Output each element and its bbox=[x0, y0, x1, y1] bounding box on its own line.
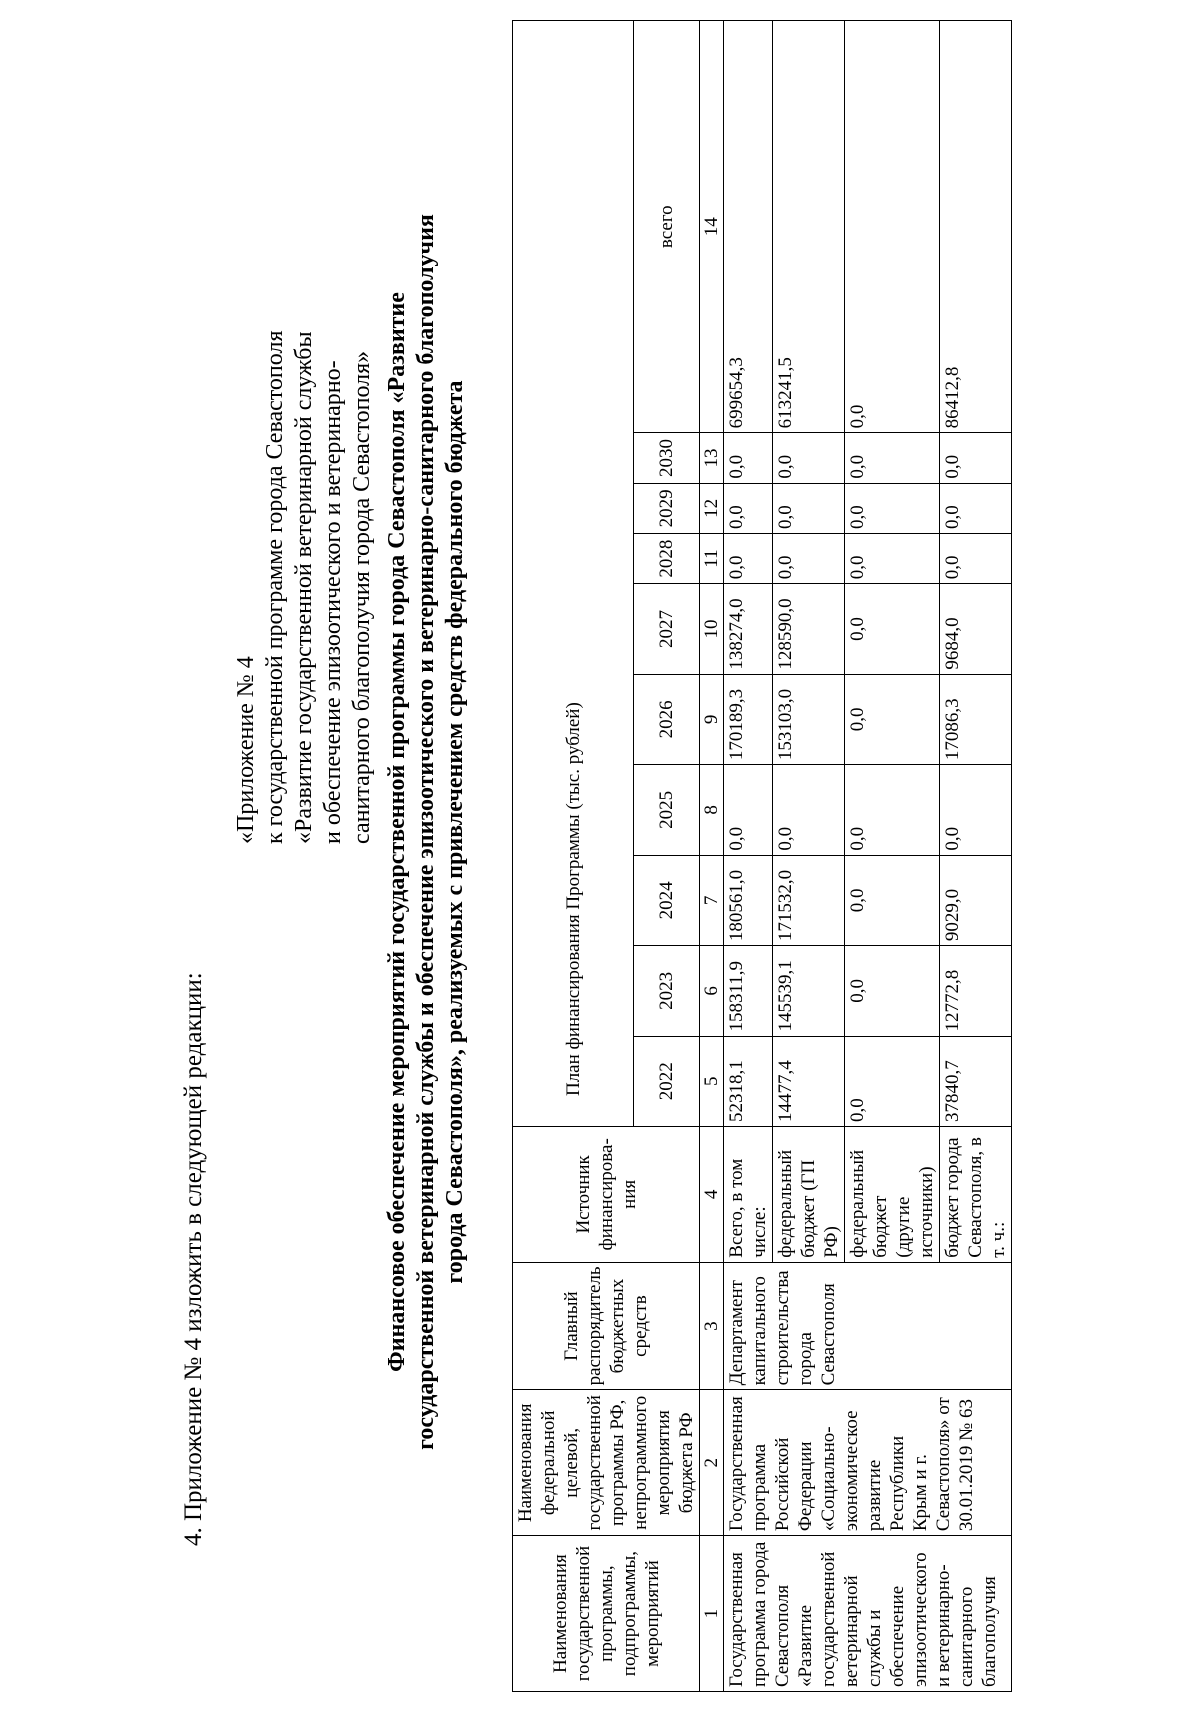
value-cell: 0,0 bbox=[940, 533, 1012, 583]
header-budget-manager: Главный распорядитель бюджетных средств bbox=[513, 1262, 700, 1390]
appendix-line: к государственной программе города Севастополя bbox=[262, 330, 288, 844]
value-cell: 0,0 bbox=[845, 1036, 940, 1126]
value-cell: 0,0 bbox=[845, 855, 940, 945]
table-row bbox=[724, 21, 773, 1692]
year-header: 2023 bbox=[634, 946, 700, 1036]
heading-line: государственной ветеринарной службы и обеспечение эпизоотического и ветеринарно-санитарного благополучия bbox=[413, 214, 439, 1450]
header-federal-program: Наименования федеральной целевой, государственной программы РФ, непрограммного мероприятия бюджета РФ bbox=[513, 1390, 700, 1536]
value-cell: 180561,0 bbox=[724, 855, 773, 945]
value-cell: 171532,0 bbox=[773, 855, 845, 945]
year-header: 2030 bbox=[634, 433, 700, 483]
column-number: 12 bbox=[700, 483, 724, 533]
source-cell: Всего, в том числе: bbox=[724, 1127, 773, 1263]
column-number: 9 bbox=[700, 674, 724, 764]
value-cell: 17086,3 bbox=[940, 674, 1012, 764]
value-cell: 158311,9 bbox=[724, 946, 773, 1036]
value-cell: 145539,1 bbox=[773, 946, 845, 1036]
value-cell: 128590,0 bbox=[773, 584, 845, 674]
year-header: 2025 bbox=[634, 765, 700, 855]
column-number: 5 bbox=[700, 1036, 724, 1126]
appendix-line: «Развитие государственной ветеринарной службы bbox=[291, 331, 317, 844]
column-number: 10 bbox=[700, 584, 724, 674]
value-cell: 0,0 bbox=[724, 483, 773, 533]
value-cell: 0,0 bbox=[845, 765, 940, 855]
column-number: 8 bbox=[700, 765, 724, 855]
heading-line: города Севастополя», реализуемых с привлечением средств федерального бюджета bbox=[442, 380, 468, 1284]
year-header: 2026 bbox=[634, 674, 700, 764]
year-header: 2027 bbox=[634, 584, 700, 674]
total-cell: 699654,3 bbox=[724, 21, 773, 433]
value-cell: 0,0 bbox=[845, 433, 940, 483]
value-cell: 12772,8 bbox=[940, 946, 1012, 1036]
year-header: 2028 bbox=[634, 533, 700, 583]
value-cell: 170189,3 bbox=[724, 674, 773, 764]
header-financing-plan: План финансирования Программы (тыс. рублей) bbox=[513, 21, 634, 1127]
year-header: 2024 bbox=[634, 855, 700, 945]
total-cell: 0,0 bbox=[845, 21, 940, 433]
column-number: 7 bbox=[700, 855, 724, 945]
appendix-line: «Приложение № 4 bbox=[233, 656, 259, 844]
value-cell: 0,0 bbox=[845, 674, 940, 764]
value-cell: 0,0 bbox=[940, 433, 1012, 483]
value-cell: 0,0 bbox=[845, 584, 940, 674]
column-number: 14 bbox=[700, 21, 724, 433]
value-cell: 0,0 bbox=[724, 433, 773, 483]
heading-line: Финансовое обеспечение мероприятий государственной программы города Севастополя «Развитие bbox=[384, 292, 410, 1372]
value-cell: 0,0 bbox=[773, 765, 845, 855]
header-program-name: Наименования государственной программы, подпрограммы, мероприятий bbox=[513, 1536, 700, 1692]
value-cell: 0,0 bbox=[773, 483, 845, 533]
appendix-reference bbox=[232, 331, 377, 844]
intro-text: 4. Приложение № 4 изложить в следующей редакции: bbox=[180, 972, 207, 1546]
total-header: всего bbox=[634, 21, 700, 433]
column-number: 13 bbox=[700, 433, 724, 483]
source-cell: федеральный бюджет (ГП РФ) bbox=[773, 1127, 845, 1263]
source-cell: бюджет города Севастополя, в т. ч.: bbox=[940, 1127, 1012, 1263]
value-cell: 14477,4 bbox=[773, 1036, 845, 1126]
value-cell: 9029,0 bbox=[940, 855, 1012, 945]
value-cell: 37840,7 bbox=[940, 1036, 1012, 1126]
value-cell: 52318,1 bbox=[724, 1036, 773, 1126]
value-cell: 0,0 bbox=[940, 483, 1012, 533]
column-number: 11 bbox=[700, 533, 724, 583]
column-number: 2 bbox=[700, 1390, 724, 1536]
year-header: 2029 bbox=[634, 483, 700, 533]
federal-program-cell: Государственная программа Российской Федерации «Социально-экономическое развитие Республики Крым и г. Севастополя» от 30.01.2019 № 63 bbox=[724, 1390, 1012, 1536]
appendix-line: и обеспечение эпизоотического и ветеринарно- bbox=[320, 360, 346, 844]
total-cell: 86412,8 bbox=[940, 21, 1012, 433]
value-cell: 0,0 bbox=[724, 765, 773, 855]
value-cell: 0,0 bbox=[724, 533, 773, 583]
budget-manager-cell: Департамент капитального строительства города Севастополя bbox=[724, 1262, 1012, 1390]
source-cell: федеральный бюджет (другие источники) bbox=[845, 1127, 940, 1263]
value-cell: 0,0 bbox=[845, 533, 940, 583]
value-cell: 0,0 bbox=[773, 433, 845, 483]
header-funding-source: Источник финансирова-ния bbox=[513, 1127, 700, 1263]
column-number: 3 bbox=[700, 1262, 724, 1390]
value-cell: 0,0 bbox=[845, 483, 940, 533]
header-row bbox=[513, 21, 634, 1692]
column-number: 4 bbox=[700, 1127, 724, 1263]
appendix-line: санитарного благополучия города Севастополя» bbox=[349, 350, 375, 844]
value-cell: 0,0 bbox=[845, 946, 940, 1036]
financing-table bbox=[512, 20, 1012, 1692]
value-cell: 9684,0 bbox=[940, 584, 1012, 674]
value-cell: 0,0 bbox=[940, 765, 1012, 855]
total-cell: 613241,5 bbox=[773, 21, 845, 433]
program-name-cell: Государственная программа города Севастополя «Развитие государственной ветеринарной службы и обеспечение эпизоотического и ветеринарно-санитарного благополучия bbox=[724, 1536, 1012, 1692]
year-header: 2022 bbox=[634, 1036, 700, 1126]
column-number-row bbox=[700, 21, 724, 1692]
value-cell: 0,0 bbox=[773, 533, 845, 583]
column-number: 1 bbox=[700, 1536, 724, 1692]
value-cell: 138274,0 bbox=[724, 584, 773, 674]
document-heading bbox=[383, 72, 470, 1592]
value-cell: 153103,0 bbox=[773, 674, 845, 764]
column-number: 6 bbox=[700, 946, 724, 1036]
